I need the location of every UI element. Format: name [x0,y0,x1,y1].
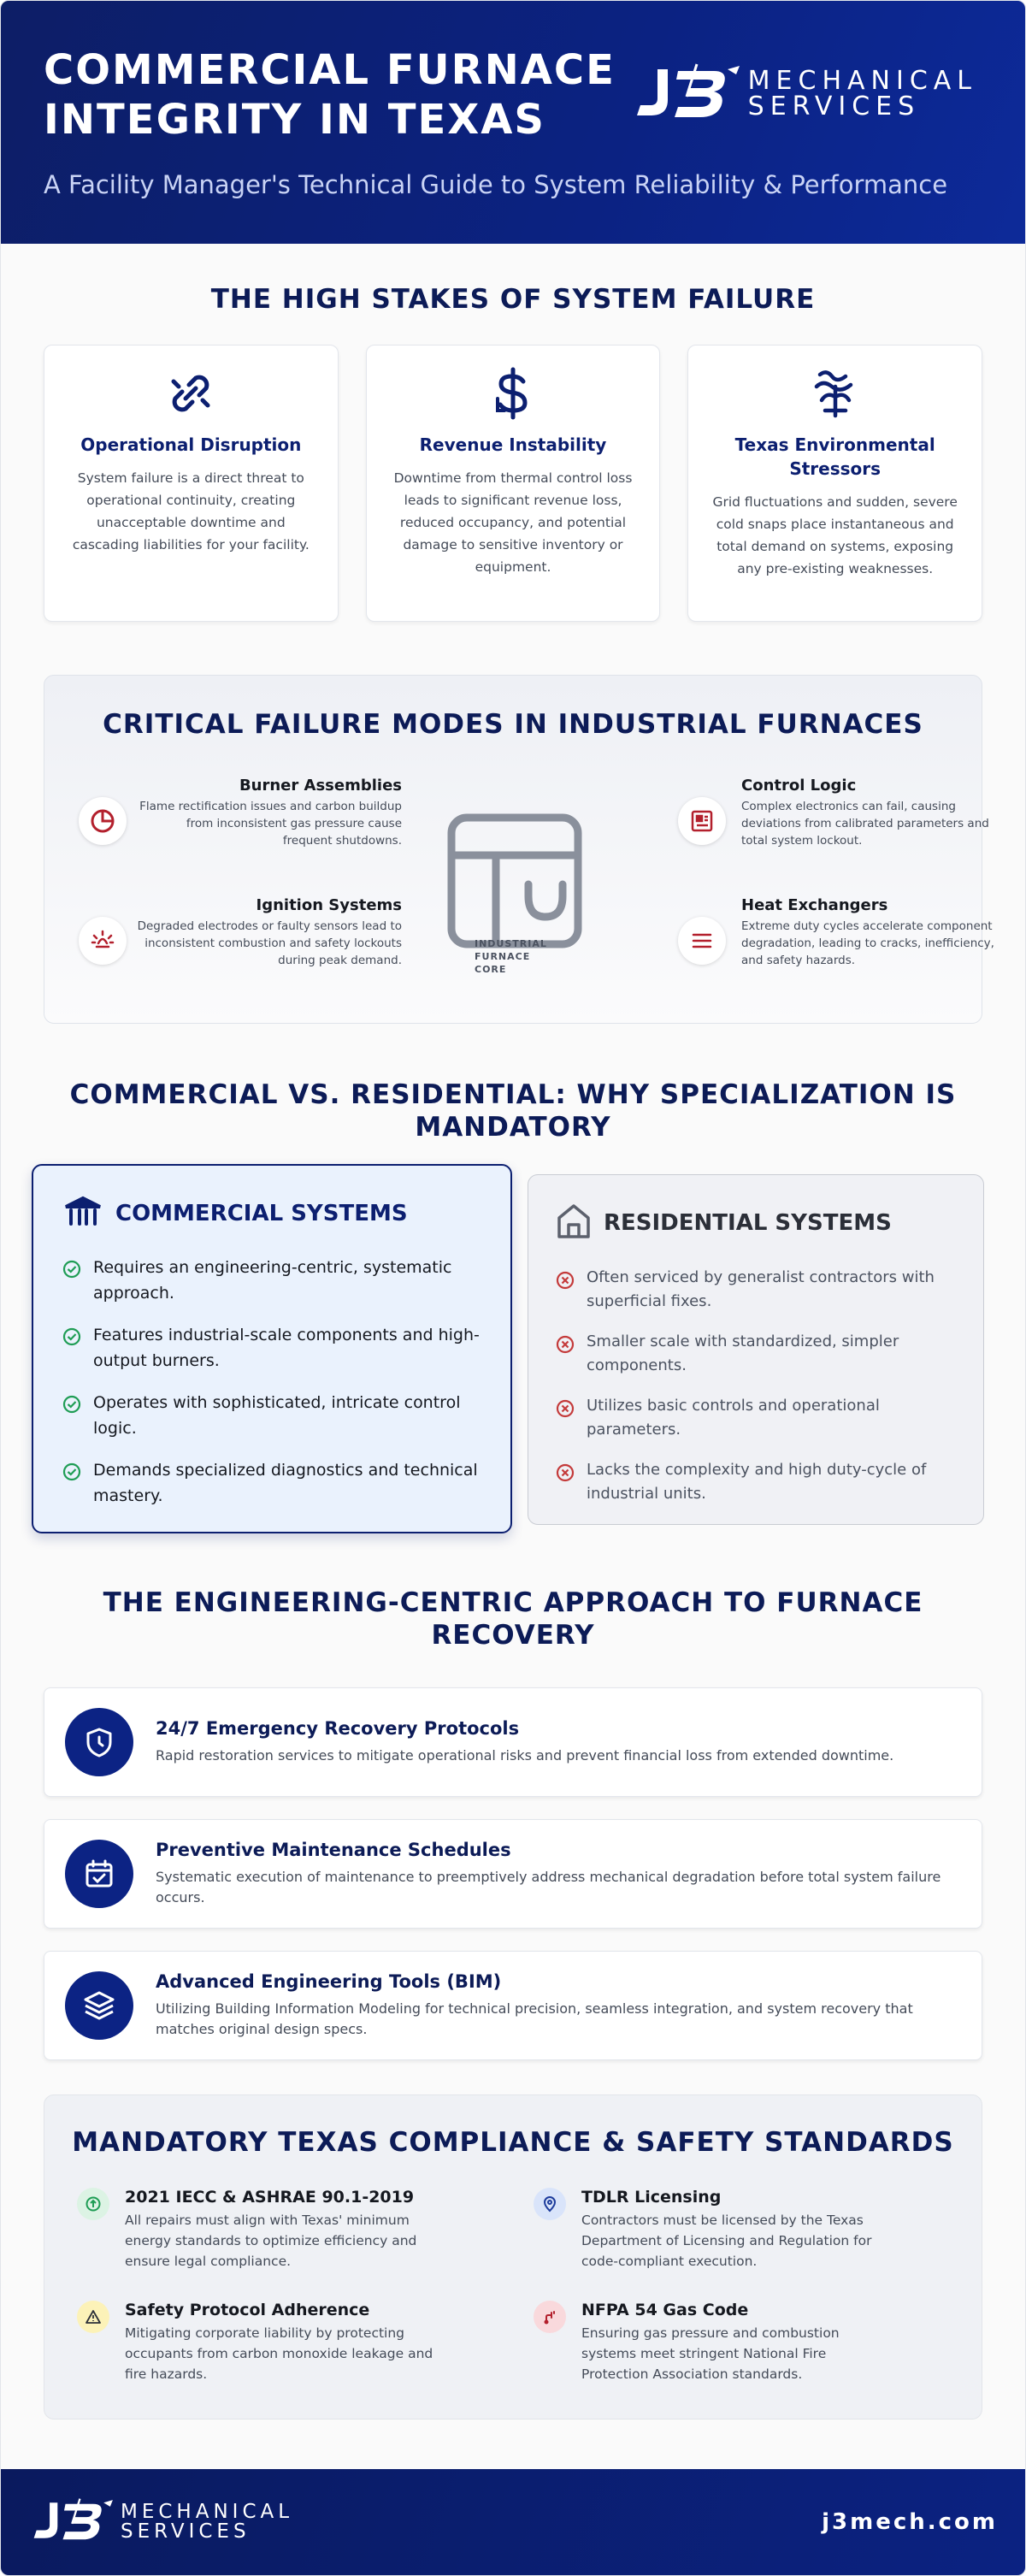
x-circle-icon [556,1463,575,1486]
stakes-section [1,244,1025,622]
compliance-item-title: 2021 IECC & ASHRAE 90.1-2019 [125,2188,415,2207]
control-panel-icon [678,797,726,845]
check-circle-icon [62,1462,81,1485]
list-item [62,1255,481,1306]
page-subtitle: A Facility Manager's Technical Guide to System Reliability & Performance [44,170,948,199]
list-item [62,1457,481,1509]
stakes-card [44,345,339,622]
furnace-core-icon [446,812,583,953]
failure-mode-title: Heat Exchangers [741,896,888,914]
stakes-title: THE HIGH STAKES OF SYSTEM FAILURE [210,284,816,315]
logo-line-1: MECHANICAL [121,2501,294,2523]
footer-logo[interactable] [30,2497,293,2547]
compliance-item-body: Mitigating corporate liability by protecting occupants from carbon monoxide leakage and fire hazards. [125,2325,433,2382]
residential-title: RESIDENTIAL SYSTEMS [604,1210,892,1236]
compliance-title: MANDATORY TEXAS COMPLIANCE & SAFETY STANDARDS [72,2127,954,2158]
residential-list [556,1266,956,1506]
compliance-item [534,2188,893,2272]
failure-mode-title: Ignition Systems [256,896,402,914]
title-line-2: INTEGRITY IN TEXAS [44,96,545,144]
failure-mode-body: Complex electronics can fail, causing deviations from calibrated parameters and total system lockout. [741,800,989,848]
approach-row-title: 24/7 Emergency Recovery Protocols [156,1718,520,1739]
pie-chart-icon [79,797,127,845]
list-item [62,1322,481,1374]
hero-header [1,1,1025,244]
approach-row [44,1951,982,2060]
approach-row [44,1687,982,1797]
x-circle-icon [556,1335,575,1357]
x-circle-icon [556,1399,575,1421]
logo-mark-icon [632,62,743,126]
compliance-item-title: Safety Protocol Adherence [125,2301,370,2319]
energy-icon [77,2188,109,2220]
furnace-core-label: INDUSTRIAL FURNACE CORE [475,938,547,975]
compare-title: COMMERCIAL VS. RESIDENTIAL: WHY SPECIALIZATION IS MANDATORY [69,1079,957,1143]
compliance-item [534,2301,893,2384]
logo-line-1: MECHANICAL [747,66,977,96]
approach-row-body: Rapid restoration services to mitigate operational risks and prevent financial loss from extended downtime. [156,1747,894,1764]
gas-icon [534,2301,566,2333]
wind-icon [711,366,959,421]
compliance-item-body: All repairs must align with Texas' minimum energy standards to optimize efficiency and ensure legal compliance. [125,2213,417,2269]
header-logo[interactable] [632,62,977,126]
list-item-text: Utilizes basic controls and operational parameters. [587,1397,880,1439]
stakes-card-title: Revenue Instability [419,434,607,455]
failure-title: CRITICAL FAILURE MODES IN INDUSTRIAL FURNACES [103,709,923,740]
heat-lines-icon [678,917,726,965]
approach-row-title: Preventive Maintenance Schedules [156,1840,511,1860]
compliance-item-title: NFPA 54 Gas Code [581,2301,749,2319]
house-icon [556,1202,592,1244]
compliance-item-title: TDLR Licensing [581,2188,722,2207]
compliance-item [77,2188,436,2272]
commercial-panel [32,1164,512,1533]
calendar-icon [65,1840,133,1908]
stakes-card-body: System failure is a direct threat to operational continuity, creating unacceptable downtime and cascading liabilities for your facility. [72,470,310,552]
approach-row-body: Systematic execution of maintenance to preemptively address mechanical degradation before total system failure occurs. [156,1869,941,1905]
badge-icon [534,2188,566,2220]
website-link[interactable]: j3mech.com [822,2509,998,2535]
failure-mode-body: Flame rectification issues and carbon buildup from inconsistent gas pressure cause frequent shutdowns. [139,800,402,848]
footer [1,2469,1026,2575]
stakes-card-title: Operational Disruption [80,434,302,455]
list-item-text: Requires an engineering-centric, systematic approach. [93,1258,452,1303]
stakes-card-title: Texas Environmental Stressors [734,434,935,479]
stakes-cards [44,345,982,622]
failure-modes-section [44,675,994,1024]
check-circle-icon [62,1260,81,1282]
compare-section [1,1164,1025,1540]
logo-line-2: SERVICES [121,2520,251,2543]
compliance-item [77,2301,436,2384]
list-item [556,1458,956,1506]
spark-icon [79,917,127,965]
commercial-title: COMMERCIAL SYSTEMS [115,1201,408,1226]
failure-mode-body: Degraded electrodes or faulty sensors lead to inconsistent combustion and safety lockouts during peak demand. [137,919,402,967]
approach-row [44,1819,982,1929]
x-circle-icon [556,1271,575,1293]
list-item [62,1390,481,1441]
failure-mode-item [741,777,1006,849]
stakes-card-body: Downtime from thermal control loss leads to significant revenue loss, reduced occupancy, and potential damage to sensitive inventory or equipment. [393,470,633,575]
list-item-text: Lacks the complexity and high duty-cycle of industrial units. [587,1461,927,1503]
layers-icon [65,1971,133,2040]
page-title [44,45,659,145]
list-item [556,1330,956,1378]
compliance-item-body: Ensuring gas pressure and combustion systems meet stringent National Fire Protection Association standards. [581,2325,840,2382]
approach-section [1,1687,1025,2060]
logo-line-2: SERVICES [747,92,921,121]
approach-title: THE ENGINEERING-CENTRIC APPROACH TO FURNACE RECOVERY [103,1587,923,1651]
failure-mode-title: Burner Assemblies [239,777,402,795]
stakes-card-body: Grid fluctuations and sudden, severe cold snaps place instantaneous and total demand on systems, exposing any pre-existing weaknesses. [712,494,958,576]
shield-icon [65,1708,133,1776]
stakes-card [687,345,982,622]
warning-icon [77,2301,109,2333]
failure-mode-title: Control Logic [741,777,857,795]
title-line-1: COMMERCIAL FURNACE [44,46,616,94]
check-circle-icon [62,1395,81,1417]
commercial-list [62,1255,481,1509]
list-item [556,1394,956,1442]
failure-mode-item [137,777,402,849]
stakes-card [366,345,661,622]
list-item-text: Features industrial-scale components and high-output burners. [93,1326,480,1370]
failure-mode-item [137,896,402,969]
list-item-text: Often serviced by generalist contractors with superficial fixes. [587,1268,935,1310]
list-item-text: Smaller scale with standardized, simpler components. [587,1332,899,1374]
failure-mode-body: Extreme duty cycles accelerate component degradation, leading to cracks, inefficiency, and safety hazards. [741,919,994,967]
failure-mode-item [741,896,1006,969]
list-item [556,1266,956,1314]
approach-row-title: Advanced Engineering Tools (BIM) [156,1971,502,1992]
dollar-icon [389,366,638,421]
list-item-text: Operates with sophisticated, intricate control logic. [93,1393,461,1438]
residential-panel [528,1174,984,1525]
compliance-item-body: Contractors must be licensed by the Texas Department of Licensing and Regulation for code-compliant execution. [581,2213,872,2269]
compliance-section [44,2094,982,2419]
list-item-text: Demands specialized diagnostics and technical mastery. [93,1461,478,1505]
logo-mark-icon [30,2497,115,2547]
approach-row-body: Utilizing Building Information Modeling for technical precision, seamless integration, and system recovery that matches original design specs. [156,2000,913,2037]
broken-link-icon [67,366,315,421]
building-icon [62,1195,103,1232]
check-circle-icon [62,1327,81,1350]
